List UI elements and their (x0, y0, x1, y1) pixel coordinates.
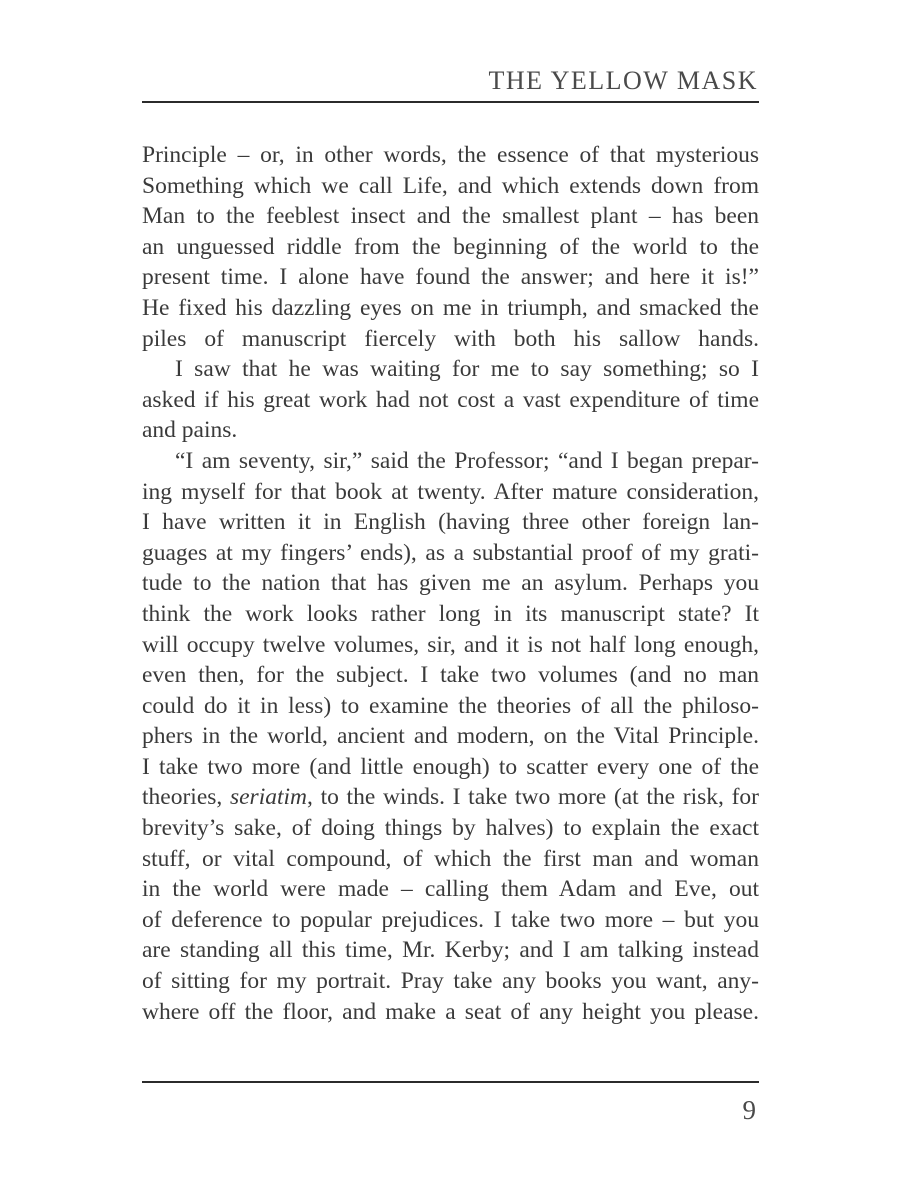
text-line: I have written it in English (having three other foreign lan- (142, 509, 759, 536)
text-segment: , to the winds. I take two more (at the risk, for (307, 784, 760, 811)
text-line: asked if his great work had not cost a vast expenditure of time (142, 386, 759, 413)
paragraph (142, 140, 759, 354)
text-line: in the world were made – calling them Adam and Eve, out (142, 876, 759, 903)
text-line: stuff, or vital compound, of which the first man and woman (142, 845, 759, 872)
text-line: even then, for the subject. I take two volumes (and no man (142, 662, 759, 689)
text-line (142, 782, 759, 813)
text-line: and pains. (142, 417, 238, 444)
text-line: of sitting for my portrait. Pray take any books you want, any- (142, 968, 759, 995)
text-line: are standing all this time, Mr. Kerby; and I am talking instead (142, 937, 759, 964)
text-line: piles of manuscript fiercely with both his sallow hands. (142, 325, 759, 352)
text-line: present time. I alone have found the answer; and here it is!” (142, 264, 759, 291)
text-line: tude to the nation that has given me an asylum. Perhaps you (142, 570, 759, 597)
header-rule (142, 101, 759, 103)
text-line: think the work looks rather long in its manuscript state? It (142, 600, 759, 627)
text-line: guages at my fingers’ ends), as a substantial proof of my grati- (142, 539, 759, 566)
text-line: I saw that he was waiting for me to say something; so I (175, 356, 759, 383)
text-line: I take two more (and little enough) to scatter every one of the (142, 753, 759, 780)
text-line: of deference to popular prejudices. I take two more – but you (142, 906, 759, 933)
text-segment: theories, (142, 784, 230, 811)
paragraph (142, 354, 759, 446)
italic-term: seriatim (229, 784, 307, 811)
text-line: could do it in less) to examine the theories of all the philoso- (142, 692, 759, 719)
text-line: an unguessed riddle from the beginning of the world to the (142, 233, 759, 260)
text-line: Man to the feeblest insect and the smallest plant – has been (142, 203, 759, 230)
text-line: where off the floor, and make a seat of any height you please. (142, 998, 759, 1025)
text-line: will occupy twelve volumes, sir, and it is not half long enough, (142, 631, 759, 658)
text-line: phers in the world, ancient and modern, on the Vital Principle. (142, 723, 759, 750)
running-head-title: THE YELLOW MASK (488, 66, 758, 95)
text-line: ing myself for that book at twenty. After mature consideration, (142, 478, 759, 505)
text-line: Principle – or, in other words, the essence of that mysterious (142, 142, 759, 168)
body-text (142, 140, 759, 1027)
footer-rule (142, 1081, 759, 1083)
text-line: Something which we call Life, and which extends down from (142, 172, 759, 199)
text-line: “I am seventy, sir,” said the Professor; “and I began prepar- (175, 447, 759, 474)
page-number: 9 (742, 1095, 756, 1125)
paragraph (142, 446, 759, 1027)
text-line: He fixed his dazzling eyes on me in triumph, and smacked the (142, 294, 759, 321)
text-line: brevity’s sake, of doing things by halves) to explain the exact (142, 815, 759, 842)
